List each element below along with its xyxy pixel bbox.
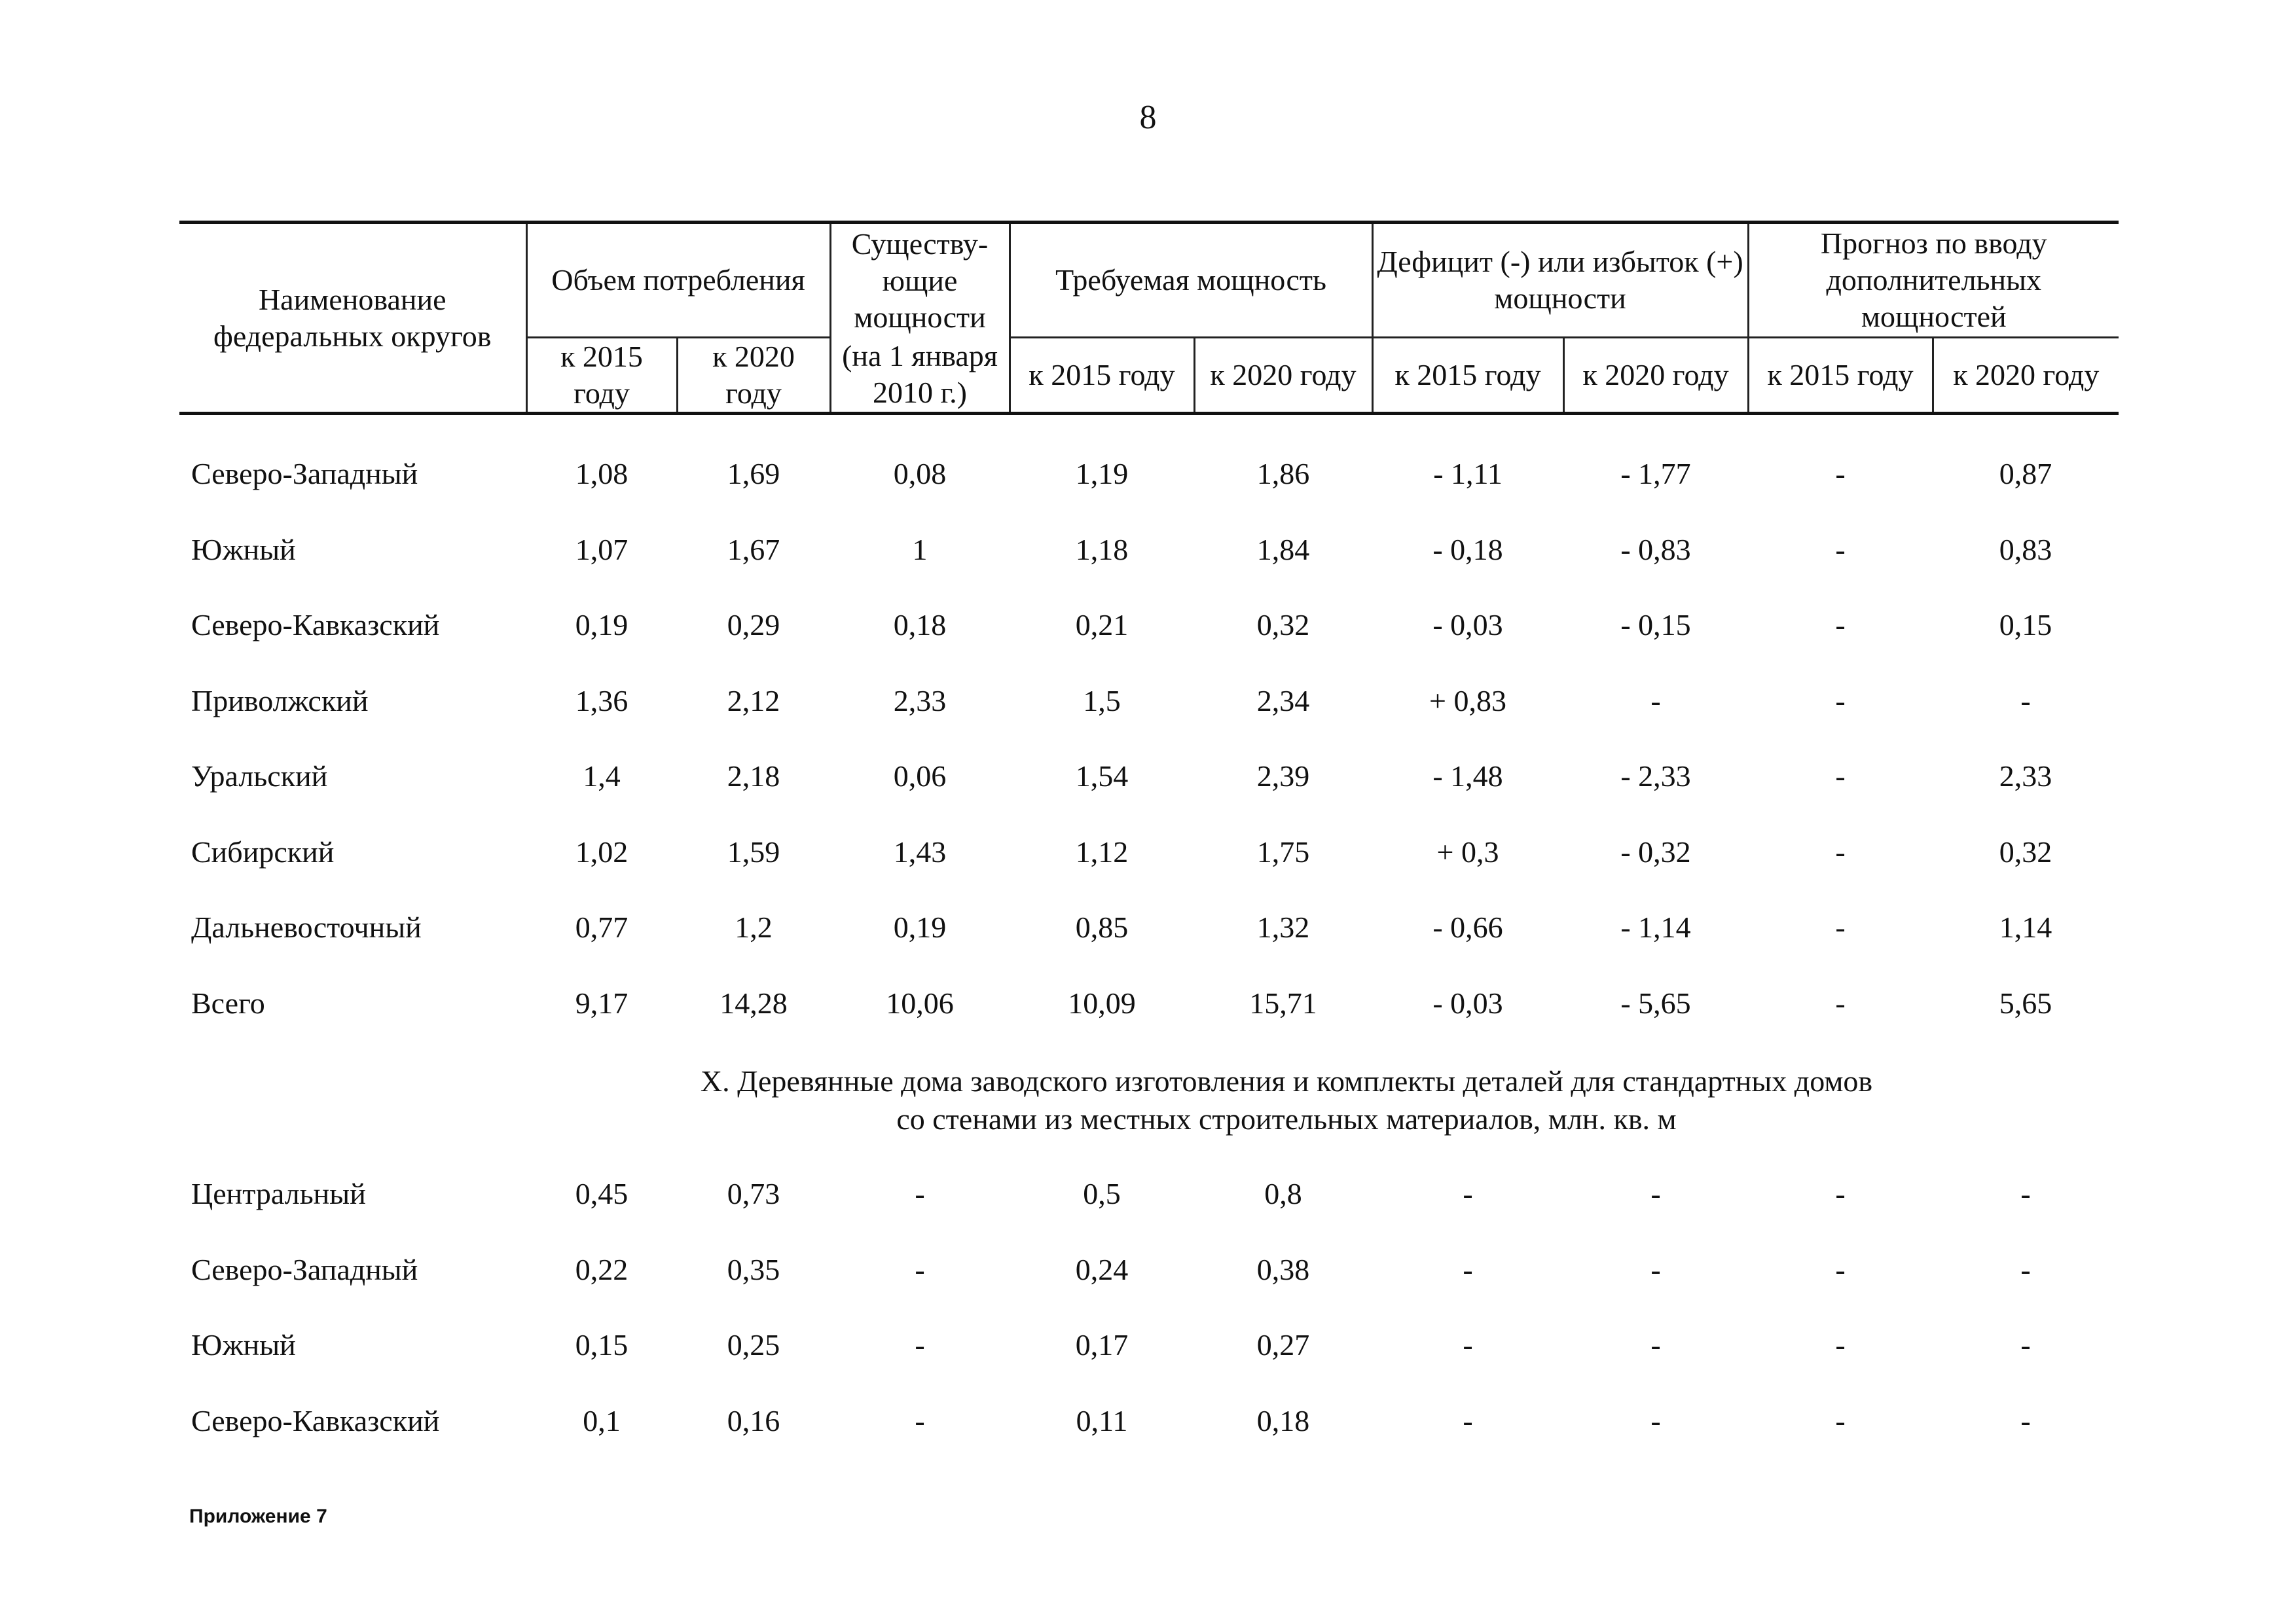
section-title bbox=[179, 1041, 2119, 1156]
table-cell: - 0,15 bbox=[1620, 608, 1691, 642]
table-cell: - 0,66 bbox=[1432, 911, 1503, 945]
section-title-line2: со стенами из местных строительных материалов, млн. кв. м bbox=[896, 1102, 1677, 1136]
header-consumption: Объем потребления bbox=[526, 223, 830, 338]
table-cell: - 2,33 bbox=[1620, 759, 1691, 793]
table-cell: - bbox=[1835, 532, 1846, 566]
table-cell: - bbox=[1835, 457, 1846, 491]
table-row bbox=[179, 814, 2119, 890]
table-cell: 1,36 bbox=[575, 683, 629, 717]
table-cell: - 0,32 bbox=[1620, 835, 1691, 869]
district-name: Южный bbox=[191, 532, 296, 566]
table-cell: 0,19 bbox=[575, 608, 629, 642]
table-cell: - bbox=[2020, 1403, 2031, 1437]
table-cell: 0,08 bbox=[893, 457, 947, 491]
table-cell: 0,32 bbox=[1256, 608, 1310, 642]
district-name: Северо-Кавказский bbox=[191, 608, 440, 642]
table-cell: - bbox=[1835, 1177, 1846, 1211]
table-cell: - bbox=[1650, 1328, 1661, 1362]
table-cell: - bbox=[1650, 1177, 1661, 1211]
table-cell: 0,17 bbox=[1075, 1328, 1129, 1362]
table-row bbox=[179, 663, 2119, 739]
table-cell: 14,28 bbox=[720, 986, 788, 1020]
table-cell: 1,69 bbox=[727, 457, 780, 491]
table-cell: - bbox=[1650, 1252, 1661, 1286]
table-cell: - bbox=[1835, 683, 1846, 717]
table-row bbox=[179, 1307, 2119, 1383]
table-cell: 9,17 bbox=[575, 986, 629, 1020]
table-row bbox=[179, 1383, 2119, 1459]
table-cell: 1,07 bbox=[575, 532, 629, 566]
header-required: Требуемая мощность bbox=[1010, 223, 1372, 338]
district-name: Всего bbox=[191, 986, 265, 1020]
table-cell: - 1,11 bbox=[1433, 457, 1503, 491]
table-row bbox=[179, 587, 2119, 663]
table-cell: - 0,03 bbox=[1432, 608, 1503, 642]
table-cell: 0,73 bbox=[727, 1177, 780, 1211]
table-cell: 0,32 bbox=[1999, 835, 2052, 869]
table-cell: 1,12 bbox=[1075, 835, 1129, 869]
district-name: Уральский bbox=[191, 759, 328, 793]
header-deficit: Дефицит (-) или избыток (+) мощности bbox=[1372, 223, 1748, 338]
table-cell: + 0,3 bbox=[1436, 835, 1499, 869]
table-cell: - bbox=[1835, 1328, 1846, 1362]
table-cell: 1,84 bbox=[1256, 532, 1310, 566]
footer-note: Приложение 7 bbox=[189, 1506, 327, 1527]
table-cell: 2,33 bbox=[1999, 759, 2052, 793]
table-cell: - bbox=[1835, 1403, 1846, 1437]
table-cell: 2,33 bbox=[893, 683, 947, 717]
table-cell: - bbox=[1650, 1403, 1661, 1437]
table-body bbox=[179, 414, 2119, 1459]
district-name: Центральный bbox=[191, 1177, 366, 1211]
table-cell: - bbox=[2020, 1177, 2031, 1211]
table-cell: - bbox=[1650, 683, 1661, 717]
capacity-table bbox=[179, 221, 2119, 1458]
table-cell: 1,08 bbox=[575, 457, 629, 491]
table-cell: - bbox=[1463, 1403, 1473, 1437]
header-deficit-2015: к 2015 году bbox=[1372, 338, 1563, 414]
header-required-2015: к 2015 году bbox=[1010, 338, 1194, 414]
header-existing-date: (на 1 января 2010 г.) bbox=[830, 338, 1010, 414]
table-cell: 2,18 bbox=[727, 759, 780, 793]
table-cell: 0,5 bbox=[1083, 1177, 1121, 1211]
header-deficit-2020: к 2020 году bbox=[1563, 338, 1748, 414]
table-cell: - bbox=[1463, 1328, 1473, 1362]
table-cell: 0,45 bbox=[575, 1177, 629, 1211]
page-number: 8 bbox=[1139, 99, 1157, 136]
table-row bbox=[179, 738, 2119, 814]
district-name: Дальневосточный bbox=[191, 911, 422, 945]
table-cell: 2,12 bbox=[727, 683, 780, 717]
table-cell: 1,4 bbox=[583, 759, 621, 793]
table-cell: 10,06 bbox=[886, 986, 954, 1020]
table-cell: 1,02 bbox=[575, 835, 629, 869]
header-forecast-2020: к 2020 году bbox=[1933, 338, 2119, 414]
table-cell: 10,09 bbox=[1068, 986, 1136, 1020]
district-name: Приволжский bbox=[191, 683, 369, 717]
table-cell: 1,14 bbox=[1999, 911, 2052, 945]
table-cell: - bbox=[2020, 1328, 2031, 1362]
table-cell: 1,59 bbox=[727, 835, 780, 869]
table-cell: 0,16 bbox=[727, 1403, 780, 1437]
table-row bbox=[179, 512, 2119, 588]
table-cell: - bbox=[915, 1177, 925, 1211]
table-cell: 0,15 bbox=[575, 1328, 629, 1362]
table-cell: 1,75 bbox=[1256, 835, 1310, 869]
table-cell: - bbox=[1463, 1252, 1473, 1286]
table-cell: - bbox=[1463, 1177, 1473, 1211]
table-cell: 15,71 bbox=[1249, 986, 1317, 1020]
table-row bbox=[179, 1232, 2119, 1308]
table-row bbox=[179, 965, 2119, 1041]
table-cell: - 0,03 bbox=[1432, 986, 1503, 1020]
district-name: Южный bbox=[191, 1328, 296, 1362]
header-existing: Существу-ющие мощности bbox=[830, 223, 1010, 338]
table-cell: 5,65 bbox=[1999, 986, 2052, 1020]
table-cell: - bbox=[1835, 835, 1846, 869]
table-cell: 1,54 bbox=[1075, 759, 1129, 793]
table-cell: 1,32 bbox=[1256, 911, 1310, 945]
table-cell: 0,06 bbox=[893, 759, 947, 793]
table-cell: 1,2 bbox=[735, 911, 773, 945]
table-cell: 0,25 bbox=[727, 1328, 780, 1362]
table-cell: - bbox=[2020, 683, 2031, 717]
table-cell: 0,19 bbox=[893, 911, 947, 945]
table-cell: - 5,65 bbox=[1620, 986, 1691, 1020]
table-cell: - bbox=[1835, 986, 1846, 1020]
table-cell: + 0,83 bbox=[1429, 683, 1506, 717]
table-cell: 0,35 bbox=[727, 1252, 780, 1286]
table-cell: 0,87 bbox=[1999, 457, 2052, 491]
table-cell: 1,86 bbox=[1256, 457, 1310, 491]
table-cell: 0,38 bbox=[1256, 1252, 1310, 1286]
table-cell: - 1,48 bbox=[1432, 759, 1503, 793]
table-cell: - bbox=[1835, 608, 1846, 642]
district-name: Северо-Кавказский bbox=[191, 1403, 440, 1437]
table-cell: - 0,83 bbox=[1620, 532, 1691, 566]
table-cell: - bbox=[1835, 911, 1846, 945]
table-cell: 0,18 bbox=[893, 608, 947, 642]
table-cell: 0,29 bbox=[727, 608, 780, 642]
table-cell: 1,19 bbox=[1075, 457, 1129, 491]
table-cell: 0,21 bbox=[1075, 608, 1129, 642]
table-row bbox=[179, 890, 2119, 965]
table-cell: 1,5 bbox=[1083, 683, 1121, 717]
section-title-line1: X. Деревянные дома заводского изготовления и комплекты деталей для стандартных домов bbox=[700, 1064, 1873, 1098]
table-cell: - bbox=[2020, 1252, 2031, 1286]
header-forecast-2015: к 2015 году bbox=[1748, 338, 1933, 414]
district-name: Северо-Западный bbox=[191, 1252, 418, 1286]
header-required-2020: к 2020 году bbox=[1194, 338, 1372, 414]
header-consumption-2020: к 2020 году bbox=[677, 338, 830, 414]
table-cell: 0,24 bbox=[1075, 1252, 1129, 1286]
table-row bbox=[179, 436, 2119, 512]
table-cell: 0,83 bbox=[1999, 532, 2052, 566]
table-cell: 1,43 bbox=[893, 835, 947, 869]
header-forecast: Прогноз по вводу дополнительных мощностей bbox=[1748, 223, 2119, 338]
table-row bbox=[179, 1156, 2119, 1232]
table-cell: 0,1 bbox=[583, 1403, 621, 1437]
table-cell: - 1,14 bbox=[1620, 911, 1691, 945]
table-cell: 1,18 bbox=[1075, 532, 1129, 566]
table-cell: 2,39 bbox=[1256, 759, 1310, 793]
table-cell: - bbox=[915, 1252, 925, 1286]
table-cell: 1 bbox=[912, 532, 928, 566]
table-cell: 0,85 bbox=[1075, 911, 1129, 945]
table-cell: 0,8 bbox=[1264, 1177, 1302, 1211]
district-name: Сибирский bbox=[191, 835, 335, 869]
table-cell: 0,11 bbox=[1076, 1403, 1128, 1437]
table-cell: 0,27 bbox=[1256, 1328, 1310, 1362]
table-cell: - bbox=[915, 1403, 925, 1437]
header-consumption-2015: к 2015 году bbox=[526, 338, 677, 414]
table-cell: - bbox=[1835, 1252, 1846, 1286]
district-name: Северо-Западный bbox=[191, 457, 418, 491]
table-cell: - 1,77 bbox=[1620, 457, 1691, 491]
table-cell: - bbox=[915, 1328, 925, 1362]
table-cell: 0,18 bbox=[1256, 1403, 1310, 1437]
table-cell: 0,15 bbox=[1999, 608, 2052, 642]
table-cell: - 0,18 bbox=[1432, 532, 1503, 566]
table-cell: 0,22 bbox=[575, 1252, 629, 1286]
table-cell: 1,67 bbox=[727, 532, 780, 566]
header-name: Наименование федеральных округов bbox=[179, 223, 526, 414]
table-cell: 2,34 bbox=[1256, 683, 1310, 717]
table-cell: - bbox=[1835, 759, 1846, 793]
table-cell: 0,77 bbox=[575, 911, 629, 945]
